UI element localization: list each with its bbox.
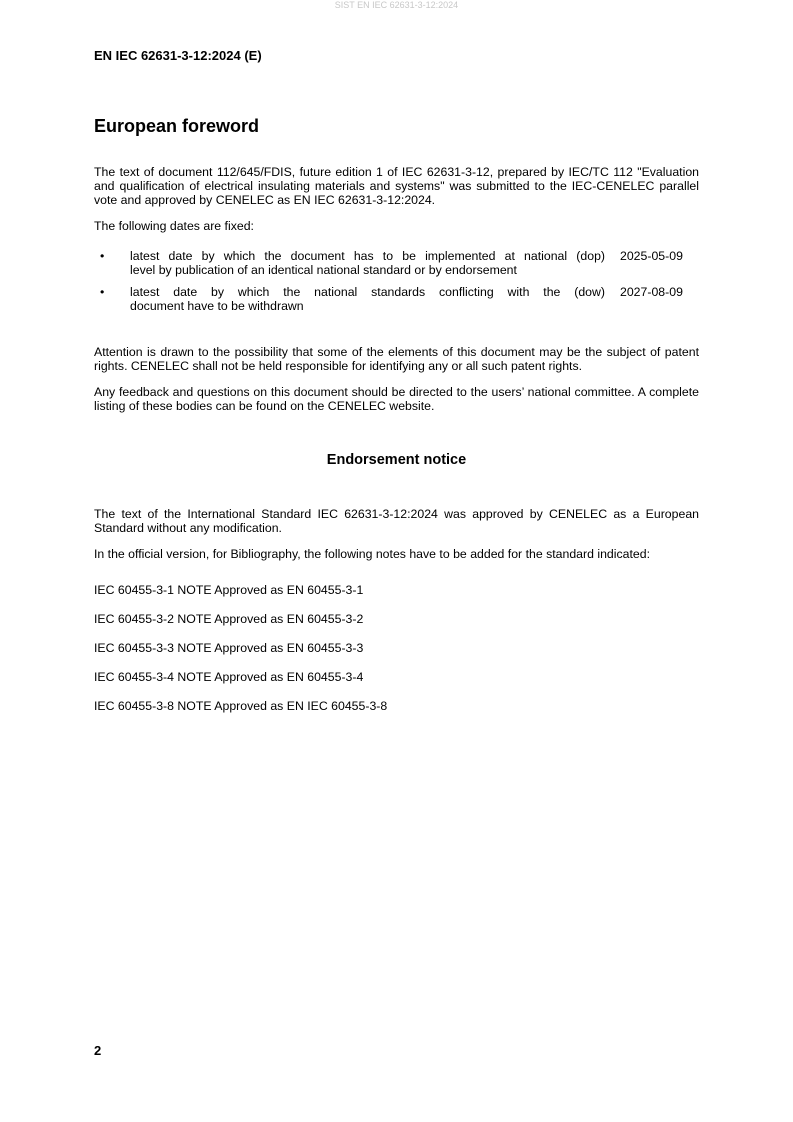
feedback-notice: Any feedback and questions on this document should be directed to the users’ national committee. A complete listing of these bodies can be found on the CENELEC website. [94,385,699,413]
page-content [94,115,699,728]
endorsement-title: Endorsement notice [326,452,467,468]
bibliography-intro: In the official version, for Bibliography, the following notes have to be added for the standard indicated: [94,547,650,561]
patent-notice: Attention is drawn to the possibility that some of the elements of this document may be the subject of patent rights. CENELEC shall not be held responsible for identifying any or all such patent rights. [94,345,699,373]
date-value: 2025-05-09 [620,249,683,263]
date-item-line2: document have to be withdrawn [130,299,304,313]
foreword-title: European foreword [94,116,260,136]
bibliography-note: IEC 60455-3-8 NOTE Approved as EN IEC 60455-3-8 [94,699,388,713]
dates-list [94,249,699,313]
page-number: 2 [94,1043,102,1058]
dates-intro: The following dates are fixed: [94,219,254,233]
watermark: SIST EN IEC 62631-3-12:2024 [334,0,459,10]
date-value: 2027-08-09 [620,285,683,299]
bullet-icon: • [100,249,105,263]
bibliography-notes [94,583,699,713]
bibliography-note: IEC 60455-3-4 NOTE Approved as EN 60455-3-4 [94,670,364,684]
date-item-dow [94,285,699,313]
date-item-line1: latest date by which the document has to be implemented at national (dop) [130,249,605,263]
date-item-line1: latest date by which the national standards conflicting with the (dow) [130,285,605,299]
endorsement-text: The text of the International Standard IEC 62631-3-12:2024 was approved by CENELEC as a European Standard without any modification. [94,507,699,535]
bullet-icon: • [100,285,105,299]
document-header: EN IEC 62631-3-12:2024 (E) [94,48,262,63]
bibliography-note: IEC 60455-3-1 NOTE Approved as EN 60455-3-1 [94,583,364,597]
bibliography-note: IEC 60455-3-3 NOTE Approved as EN 60455-3-3 [94,641,364,655]
date-item-dop [94,249,699,277]
bibliography-note: IEC 60455-3-2 NOTE Approved as EN 60455-3-2 [94,612,364,626]
foreword-intro: The text of document 112/645/FDIS, future edition 1 of IEC 62631-3-12, prepared by IEC/TC 112 "Evaluation and qualification of electrical insulating materials and systems" was submitted to the IEC-CENELEC parallel vote and approved by CENELEC as EN IEC 62631-3-12:2024. [94,165,699,207]
date-item-line2: level by publication of an identical national standard or by endorsement [130,263,517,277]
